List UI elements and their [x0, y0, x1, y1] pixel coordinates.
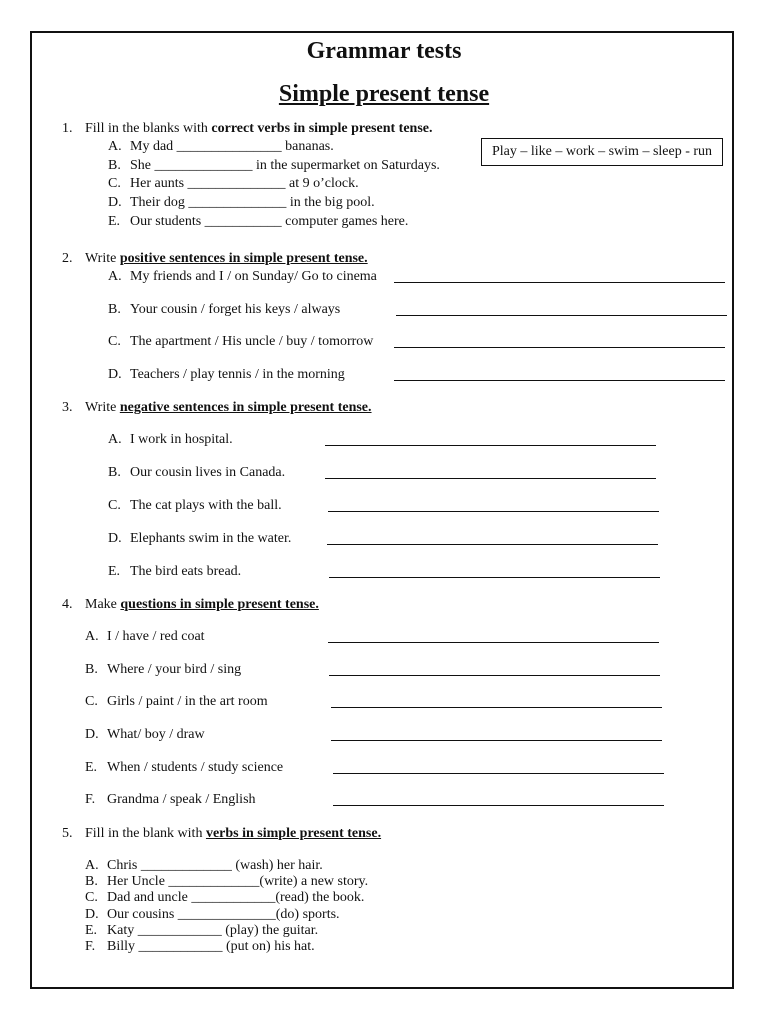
q4-item-letter: D.	[85, 727, 99, 742]
page-title: Grammar tests	[306, 38, 462, 64]
page-subtitle: Simple present tense	[278, 81, 490, 107]
q3-item-letter: E.	[108, 564, 121, 579]
q5-item-letter: F.	[85, 939, 96, 954]
q4-item-letter: B.	[85, 662, 98, 677]
q1-item-letter: E.	[108, 214, 121, 229]
answer-line[interactable]	[327, 544, 658, 545]
answer-line[interactable]	[325, 445, 656, 446]
q2-item-text: The apartment / His uncle / buy / tomorrow	[130, 334, 374, 349]
word-bank-box: Play – like – work – swim – sleep - run	[481, 138, 723, 166]
q5-number: 5.	[62, 826, 73, 841]
q1-item-text: She ______________ in the supermarket on Saturdays.	[130, 158, 440, 173]
q2-number: 2.	[62, 251, 73, 266]
q2-item-letter: C.	[108, 334, 121, 349]
q1-item-letter: A.	[108, 139, 122, 154]
q3-item-letter: A.	[108, 432, 122, 447]
q4-item-text: When / students / study science	[107, 760, 284, 775]
q1-item-text: Her aunts ______________ at 9 o’clock.	[130, 176, 359, 191]
q1-item-letter: B.	[108, 158, 121, 173]
q1-instruction: Fill in the blanks with correct verbs in simple present tense.	[85, 121, 433, 136]
q2-item-text: My friends and I / on Sunday/ Go to cinema	[130, 269, 377, 284]
q3-item-text: I work in hospital.	[130, 432, 233, 447]
answer-line[interactable]	[394, 282, 725, 283]
q3-item-text: Our cousin lives in Canada.	[130, 465, 286, 480]
q5-item-letter: C.	[85, 890, 98, 905]
q4-item-text: Girls / paint / in the art room	[107, 694, 268, 709]
q1-item-text: Our students ___________ computer games here.	[130, 214, 409, 229]
answer-line[interactable]	[331, 740, 662, 741]
q5-item-letter: D.	[85, 907, 99, 922]
answer-line[interactable]	[333, 773, 664, 774]
q5-item-text: Her Uncle _____________(write) a new story.	[107, 874, 369, 889]
q5-item-letter: A.	[85, 858, 99, 873]
q5-item-text: Chris _____________ (wash) her hair.	[107, 858, 323, 873]
q5-item-text: Our cousins ______________(do) sports.	[107, 907, 340, 922]
q5-instruction: Fill in the blank with verbs in simple present tense.	[85, 826, 382, 841]
answer-line[interactable]	[328, 511, 659, 512]
q4-item-text: Grandma / speak / English	[107, 792, 256, 807]
q1-number: 1.	[62, 121, 73, 136]
q3-item-text: The bird eats bread.	[130, 564, 242, 579]
answer-line[interactable]	[329, 675, 660, 676]
q3-item-letter: D.	[108, 531, 122, 546]
answer-line[interactable]	[333, 805, 664, 806]
q2-item-text: Your cousin / forget his keys / always	[130, 302, 341, 317]
q2-item-letter: D.	[108, 367, 122, 382]
q5-item-text: Dad and uncle ____________(read) the book.	[107, 890, 365, 905]
q3-number: 3.	[62, 400, 73, 415]
q5-item-text: Billy ____________ (put on) his hat.	[107, 939, 315, 954]
answer-line[interactable]	[328, 642, 659, 643]
q4-item-letter: A.	[85, 629, 99, 644]
q4-item-text: Where / your bird / sing	[107, 662, 242, 677]
q2-item-letter: B.	[108, 302, 121, 317]
q4-item-text: What/ boy / draw	[107, 727, 205, 742]
q1-item-text: Their dog ______________ in the big pool.	[130, 195, 375, 210]
q4-number: 4.	[62, 597, 73, 612]
q4-item-letter: F.	[85, 792, 96, 807]
q1-item-text: My dad _______________ bananas.	[130, 139, 334, 154]
q3-item-text: Elephants swim in the water.	[130, 531, 292, 546]
q4-item-text: I / have / red coat	[107, 629, 205, 644]
q1-item-letter: C.	[108, 176, 121, 191]
q5-item-text: Katy ____________ (play) the guitar.	[107, 923, 319, 938]
q3-instruction: Write negative sentences in simple present tense.	[85, 400, 372, 415]
answer-line[interactable]	[396, 315, 727, 316]
q1-item-letter: D.	[108, 195, 122, 210]
q5-item-letter: E.	[85, 923, 98, 938]
q5-item-letter: B.	[85, 874, 98, 889]
q3-item-text: The cat plays with the ball.	[130, 498, 282, 513]
q4-instruction: Make questions in simple present tense.	[85, 597, 319, 612]
q2-item-letter: A.	[108, 269, 122, 284]
answer-line[interactable]	[325, 478, 656, 479]
answer-line[interactable]	[394, 347, 725, 348]
answer-line[interactable]	[331, 707, 662, 708]
answer-line[interactable]	[329, 577, 660, 578]
q4-item-letter: C.	[85, 694, 98, 709]
q4-item-letter: E.	[85, 760, 98, 775]
q3-item-letter: C.	[108, 498, 121, 513]
answer-line[interactable]	[394, 380, 725, 381]
q2-item-text: Teachers / play tennis / in the morning	[130, 367, 345, 382]
q3-item-letter: B.	[108, 465, 121, 480]
q2-instruction: Write positive sentences in simple present tense.	[85, 251, 368, 266]
